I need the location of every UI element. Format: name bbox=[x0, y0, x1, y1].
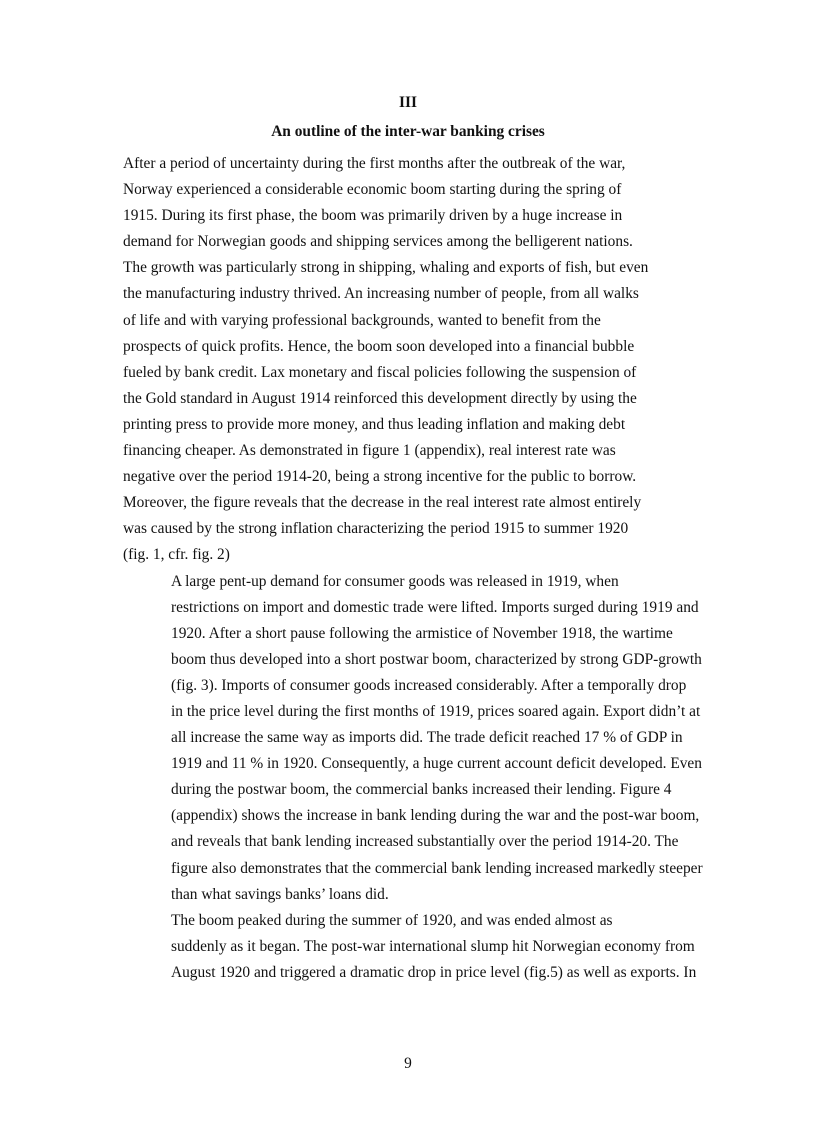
text-line: After a period of uncertainty during the first months after the outbreak of the war, bbox=[123, 155, 626, 172]
text-line: The boom peaked during the summer of 1920, and was ended almost as bbox=[171, 911, 613, 929]
body-text bbox=[123, 151, 703, 986]
text-line: negative over the period 1914-20, being a strong incentive for the public to borrow. bbox=[123, 468, 637, 486]
paragraph bbox=[123, 908, 703, 986]
text-line: financing cheaper. As demonstrated in figure 1 (appendix), real interest rate was bbox=[123, 442, 616, 460]
text-line: boom thus developed into a short postwar boom, characterized by strong GDP-growth bbox=[171, 650, 702, 668]
text-line: A large pent-up demand for consumer goods was released in 1919, when bbox=[171, 572, 619, 590]
text-line: The growth was particularly strong in shipping, whaling and exports of fish, but even bbox=[123, 259, 649, 277]
text-line: August 1920 and triggered a dramatic drop in price level (fig.5) as well as exports. In bbox=[171, 963, 697, 981]
paragraph bbox=[123, 569, 703, 908]
text-line: than what savings banks’ loans did. bbox=[171, 885, 389, 903]
text-line: 1919 and 11 % in 1920. Consequently, a huge current account deficit developed. Even bbox=[171, 755, 702, 773]
text-line: suddenly as it began. The post-war international slump hit Norwegian economy from bbox=[171, 937, 695, 955]
page-number: 9 bbox=[404, 1055, 412, 1072]
text-line: Norway experienced a considerable economic boom starting during the spring of bbox=[123, 181, 622, 199]
text-line: 1915. During its first phase, the boom was primarily driven by a huge increase in bbox=[123, 207, 623, 225]
text-line: during the postwar boom, the commercial banks increased their lending. Figure 4 bbox=[171, 781, 672, 799]
text-line: in the price level during the first months of 1919, prices soared again. Export didn’t at bbox=[171, 702, 701, 720]
text-line: of life and with varying professional backgrounds, wanted to benefit from the bbox=[123, 311, 601, 329]
paragraph bbox=[123, 151, 703, 569]
text-line: fueled by bank credit. Lax monetary and fiscal policies following the suspension of bbox=[123, 363, 637, 381]
text-line: Moreover, the figure reveals that the decrease in the real interest rate almost entirely bbox=[123, 494, 642, 512]
text-line: (fig. 3). Imports of consumer goods increased considerably. After a temporally drop bbox=[171, 676, 687, 694]
text-line: printing press to provide more money, and thus leading inflation and making debt bbox=[123, 415, 626, 433]
text-line: 1920. After a short pause following the armistice of November 1918, the wartime bbox=[171, 624, 673, 642]
text-line: prospects of quick profits. Hence, the boom soon developed into a financial bubble bbox=[123, 337, 635, 355]
text-line: the manufacturing industry thrived. An increasing number of people, from all walks bbox=[123, 285, 639, 303]
text-line: was caused by the strong inflation characterizing the period 1915 to summer 1920 bbox=[123, 520, 629, 538]
text-line: restrictions on import and domestic trade were lifted. Imports surged during 1919 and bbox=[171, 598, 699, 616]
text-line: and reveals that bank lending increased substantially over the period 1914-20. The bbox=[171, 833, 679, 851]
text-line: figure also demonstrates that the commercial bank lending increased markedly steeper bbox=[171, 859, 703, 877]
text-line: (fig. 1, cfr. fig. 2) bbox=[123, 546, 230, 564]
text-line: demand for Norwegian goods and shipping services among the belligerent nations. bbox=[123, 233, 633, 251]
chapter-number: III bbox=[399, 94, 417, 111]
text-line: (appendix) shows the increase in bank lending during the war and the post-war boom, bbox=[171, 807, 700, 825]
text-line: the Gold standard in August 1914 reinforced this development directly by using the bbox=[123, 389, 637, 407]
text-line: all increase the same way as imports did. The trade deficit reached 17 % of GDP in bbox=[171, 729, 683, 747]
chapter-title: An outline of the inter-war banking crises bbox=[271, 123, 545, 140]
